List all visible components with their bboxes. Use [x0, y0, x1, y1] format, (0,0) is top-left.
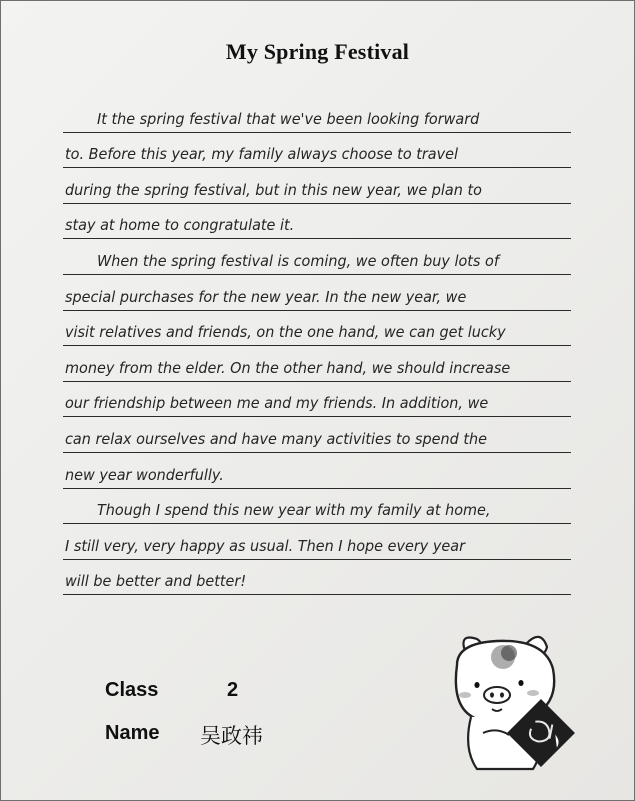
class-label: Class	[105, 679, 159, 701]
essay-line-text: I still very, very happy as usual. Then I hope every year	[65, 536, 466, 555]
essay-line-text: visit relatives and friends, on the one hand, we can get lucky	[65, 323, 506, 342]
essay-line	[63, 168, 571, 204]
essay-line	[63, 97, 571, 133]
essay-line-text: It the spring festival that we've been looking forward	[97, 109, 480, 128]
essay-line	[63, 311, 571, 347]
essay-line-text: during the spring festival, but in this new year, we plan to	[65, 180, 482, 199]
essay-line	[63, 382, 571, 418]
essay-line-text: money from the elder. On the other hand, we should increase	[65, 358, 511, 377]
essay-line-text: to. Before this year, my family always choose to travel	[65, 145, 458, 164]
essay-line	[63, 560, 571, 596]
essay-line	[63, 417, 571, 453]
essay-line	[63, 346, 571, 382]
essay-line	[63, 524, 571, 560]
name-value: 吴政祎	[200, 724, 263, 748]
essay-line-text: will be better and better!	[65, 572, 247, 591]
handwritten-essay	[63, 97, 571, 595]
essay-line-text: special purchases for the new year. In the new year, we	[65, 287, 467, 306]
pig-holding-card-icon	[437, 629, 587, 779]
essay-line-text: stay at home to congratulate it.	[65, 216, 295, 235]
essay-line	[63, 204, 571, 240]
essay-line	[63, 133, 571, 169]
essay-line-text: When the spring festival is coming, we often buy lots of	[97, 251, 499, 270]
essay-line	[63, 275, 571, 311]
page-title: My Spring Festival	[225, 39, 410, 64]
essay-line-text: Though I spend this new year with my family at home,	[97, 501, 491, 520]
essay-line	[63, 453, 571, 489]
essay-line-text: can relax ourselves and have many activities to spend the	[65, 429, 487, 448]
essay-line	[63, 489, 571, 525]
essay-line-text: new year wonderfully.	[65, 465, 224, 484]
class-value: 2	[227, 679, 239, 701]
essay-line	[63, 239, 571, 275]
name-label: Name	[105, 722, 160, 744]
essay-line-text: our friendship between me and my friends. In addition, we	[65, 394, 489, 413]
